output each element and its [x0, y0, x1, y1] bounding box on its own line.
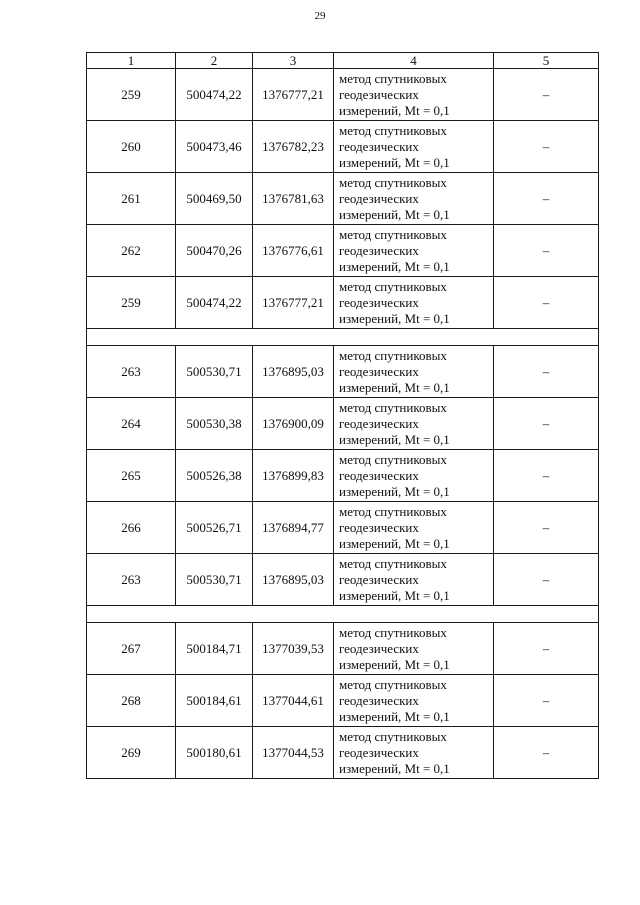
group-separator-row	[87, 606, 599, 623]
point-number-cell: 263	[87, 346, 176, 398]
method-line: геодезических	[339, 415, 419, 431]
method-line: измерений, Mt = 0,1	[339, 587, 450, 603]
note-cell: –	[494, 623, 599, 675]
table-header-row	[87, 53, 599, 69]
method-line: метод спутниковых	[339, 451, 447, 467]
group-separator-cell	[87, 329, 599, 346]
method-line: измерений, Mt = 0,1	[339, 206, 450, 222]
method-line: метод спутниковых	[339, 226, 447, 242]
column-header-5: 5	[494, 53, 599, 69]
point-number-cell: 263	[87, 554, 176, 606]
method-line: геодезических	[339, 744, 419, 760]
method-line: измерений, Mt = 0,1	[339, 154, 450, 170]
point-number-cell: 268	[87, 675, 176, 727]
method-line: метод спутниковых	[339, 728, 447, 744]
x-coordinate-cell: 500180,61	[176, 727, 253, 779]
point-number-cell: 267	[87, 623, 176, 675]
x-coordinate-cell: 500474,22	[176, 277, 253, 329]
table-row	[87, 623, 599, 675]
method-line: геодезических	[339, 363, 419, 379]
group-separator-row	[87, 329, 599, 346]
note-cell: –	[494, 346, 599, 398]
table-row	[87, 554, 599, 606]
table-row	[87, 277, 599, 329]
method-line: геодезических	[339, 640, 419, 656]
method-line: геодезических	[339, 190, 419, 206]
column-header-3: 3	[253, 53, 334, 69]
y-coordinate-cell: 1376781,63	[253, 173, 334, 225]
group-separator-cell	[87, 606, 599, 623]
method-cell	[334, 502, 494, 554]
table-row	[87, 173, 599, 225]
method-line: геодезических	[339, 692, 419, 708]
method-line: измерений, Mt = 0,1	[339, 379, 450, 395]
method-line: геодезических	[339, 571, 419, 587]
column-header-4: 4	[334, 53, 494, 69]
y-coordinate-cell: 1376899,83	[253, 450, 334, 502]
method-line: измерений, Mt = 0,1	[339, 708, 450, 724]
method-line: метод спутниковых	[339, 555, 447, 571]
note-cell: –	[494, 69, 599, 121]
method-line: метод спутниковых	[339, 278, 447, 294]
table-row	[87, 69, 599, 121]
point-number-cell: 264	[87, 398, 176, 450]
method-line: метод спутниковых	[339, 624, 447, 640]
method-line: геодезических	[339, 519, 419, 535]
table-body	[87, 69, 599, 779]
method-cell	[334, 173, 494, 225]
point-number-cell: 261	[87, 173, 176, 225]
note-cell: –	[494, 277, 599, 329]
point-number-cell: 260	[87, 121, 176, 173]
note-cell: –	[494, 121, 599, 173]
table-row	[87, 225, 599, 277]
point-number-cell: 259	[87, 69, 176, 121]
note-cell: –	[494, 225, 599, 277]
method-line: геодезических	[339, 242, 419, 258]
point-number-cell: 269	[87, 727, 176, 779]
table-row	[87, 727, 599, 779]
method-cell	[334, 398, 494, 450]
method-cell	[334, 346, 494, 398]
method-cell	[334, 727, 494, 779]
note-cell: –	[494, 173, 599, 225]
method-cell	[334, 225, 494, 277]
method-line: метод спутниковых	[339, 70, 447, 86]
note-cell: –	[494, 675, 599, 727]
x-coordinate-cell: 500530,71	[176, 554, 253, 606]
method-line: метод спутниковых	[339, 174, 447, 190]
point-number-cell: 266	[87, 502, 176, 554]
method-cell	[334, 121, 494, 173]
note-cell: –	[494, 398, 599, 450]
y-coordinate-cell: 1377044,53	[253, 727, 334, 779]
method-line: измерений, Mt = 0,1	[339, 535, 450, 551]
point-number-cell: 262	[87, 225, 176, 277]
y-coordinate-cell: 1376895,03	[253, 346, 334, 398]
y-coordinate-cell: 1376894,77	[253, 502, 334, 554]
method-cell	[334, 450, 494, 502]
method-cell	[334, 69, 494, 121]
point-number-cell: 265	[87, 450, 176, 502]
method-line: геодезических	[339, 294, 419, 310]
table-row	[87, 121, 599, 173]
y-coordinate-cell: 1376782,23	[253, 121, 334, 173]
method-line: метод спутниковых	[339, 503, 447, 519]
method-line: измерений, Mt = 0,1	[339, 258, 450, 274]
method-line: геодезических	[339, 86, 419, 102]
method-line: измерений, Mt = 0,1	[339, 102, 450, 118]
method-line: измерений, Mt = 0,1	[339, 310, 450, 326]
x-coordinate-cell: 500526,71	[176, 502, 253, 554]
x-coordinate-cell: 500469,50	[176, 173, 253, 225]
method-line: метод спутниковых	[339, 347, 447, 363]
method-line: измерений, Mt = 0,1	[339, 431, 450, 447]
x-coordinate-cell: 500470,26	[176, 225, 253, 277]
x-coordinate-cell: 500184,71	[176, 623, 253, 675]
column-header-1: 1	[87, 53, 176, 69]
method-cell	[334, 277, 494, 329]
note-cell: –	[494, 554, 599, 606]
x-coordinate-cell: 500473,46	[176, 121, 253, 173]
note-cell: –	[494, 450, 599, 502]
table-row	[87, 398, 599, 450]
table-row	[87, 675, 599, 727]
coordinates-table	[86, 52, 599, 779]
x-coordinate-cell: 500530,71	[176, 346, 253, 398]
method-cell	[334, 623, 494, 675]
y-coordinate-cell: 1377039,53	[253, 623, 334, 675]
method-cell	[334, 675, 494, 727]
method-line: метод спутниковых	[339, 399, 447, 415]
method-line: метод спутниковых	[339, 122, 447, 138]
y-coordinate-cell: 1376777,21	[253, 69, 334, 121]
x-coordinate-cell: 500526,38	[176, 450, 253, 502]
y-coordinate-cell: 1376777,21	[253, 277, 334, 329]
table-row	[87, 346, 599, 398]
page-number: 29	[314, 10, 326, 22]
method-line: геодезических	[339, 467, 419, 483]
table-row	[87, 450, 599, 502]
table-row	[87, 502, 599, 554]
x-coordinate-cell: 500184,61	[176, 675, 253, 727]
y-coordinate-cell: 1376776,61	[253, 225, 334, 277]
method-line: измерений, Mt = 0,1	[339, 656, 450, 672]
y-coordinate-cell: 1376900,09	[253, 398, 334, 450]
method-line: метод спутниковых	[339, 676, 447, 692]
method-line: измерений, Mt = 0,1	[339, 760, 450, 776]
method-cell	[334, 554, 494, 606]
note-cell: –	[494, 727, 599, 779]
note-cell: –	[494, 502, 599, 554]
column-header-2: 2	[176, 53, 253, 69]
method-line: измерений, Mt = 0,1	[339, 483, 450, 499]
y-coordinate-cell: 1376895,03	[253, 554, 334, 606]
x-coordinate-cell: 500530,38	[176, 398, 253, 450]
x-coordinate-cell: 500474,22	[176, 69, 253, 121]
point-number-cell: 259	[87, 277, 176, 329]
y-coordinate-cell: 1377044,61	[253, 675, 334, 727]
method-line: геодезических	[339, 138, 419, 154]
